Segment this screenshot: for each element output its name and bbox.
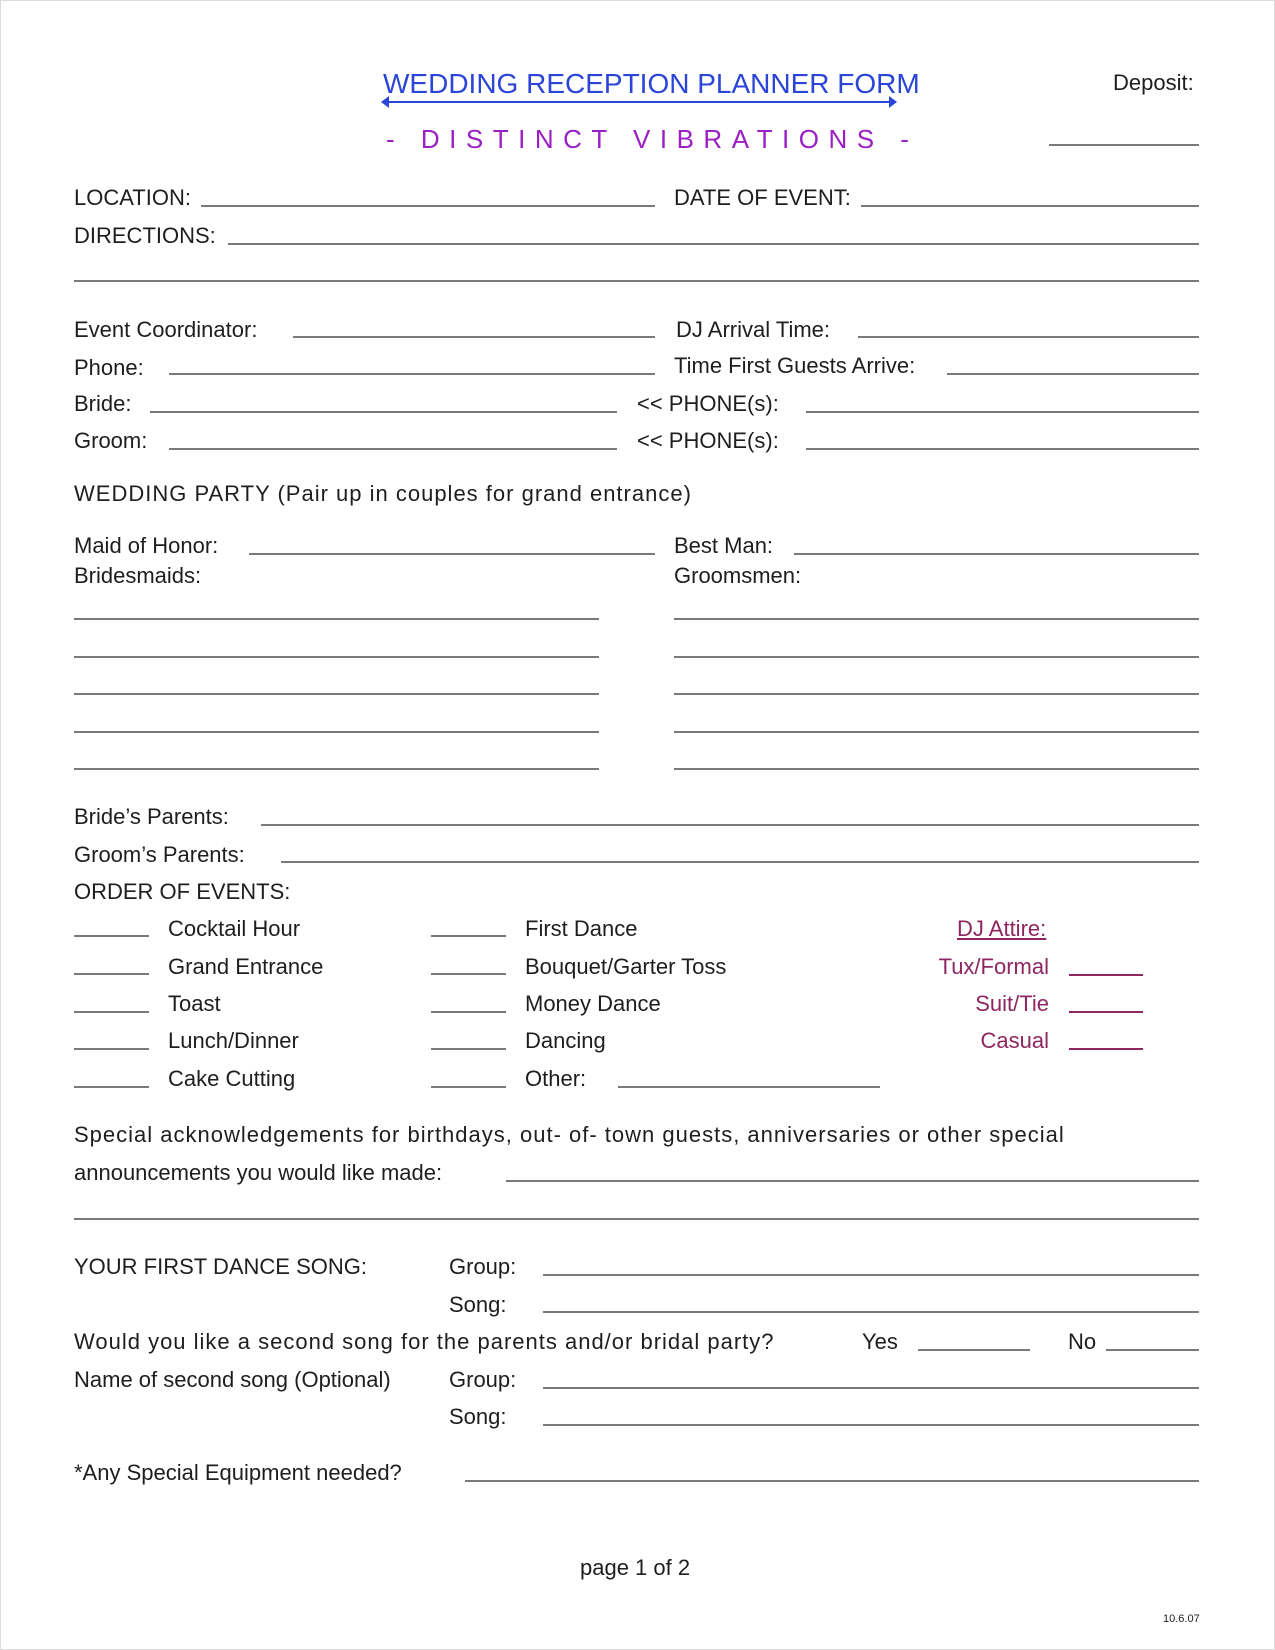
dj-attire-heading: DJ Attire:: [957, 916, 1047, 941]
form-title: WEDDING RECEPTION PLANNER FORM: [383, 68, 920, 99]
deposit-field[interactable]: [1049, 144, 1199, 146]
company-name: - DISTINCT VIBRATIONS -: [386, 124, 919, 154]
coordinator-label: Event Coordinator:: [74, 317, 258, 342]
event-lunch-dinner: Lunch/Dinner: [168, 1028, 299, 1053]
announcements-field-2[interactable]: [74, 1218, 1199, 1220]
event-grand-entrance: Grand Entrance: [168, 954, 324, 979]
attire-tux-formal-field[interactable]: [1069, 974, 1143, 976]
groom-label: Groom:: [74, 428, 148, 453]
form-version: 10.6.07: [1163, 1613, 1200, 1625]
attire-suit-tie-field[interactable]: [1069, 1011, 1143, 1013]
announcements-text-2: announcements you would like made:: [74, 1160, 443, 1185]
first-song-group-field[interactable]: [543, 1274, 1199, 1276]
second-song-name-label: Name of second song (Optional): [74, 1367, 391, 1392]
grooms-parents-label: Groom’s Parents:: [74, 842, 245, 867]
second-song-group-label: Group:: [449, 1367, 517, 1392]
event-order-dancing[interactable]: [431, 1048, 506, 1050]
event-order-cocktail-hour[interactable]: [74, 935, 149, 937]
page-number: page 1 of 2: [580, 1555, 691, 1580]
groomsman-field-1[interactable]: [674, 618, 1199, 620]
event-order-bouquet-garter[interactable]: [431, 973, 506, 975]
special-equipment-label: *Any Special Equipment needed?: [74, 1460, 402, 1485]
groom-phone-field[interactable]: [806, 448, 1199, 450]
bride-phone-field[interactable]: [806, 411, 1199, 413]
second-song-title-label: Song:: [449, 1404, 507, 1429]
groomsmen-label: Groomsmen:: [674, 563, 802, 588]
bridesmaid-field-5[interactable]: [74, 768, 599, 770]
event-order-cake-cutting[interactable]: [74, 1086, 149, 1088]
groomsman-field-5[interactable]: [674, 768, 1199, 770]
best-man-label: Best Man:: [674, 533, 774, 558]
first-dance-song-label: YOUR FIRST DANCE SONG:: [74, 1254, 367, 1279]
title-arrow-right-icon: [889, 96, 897, 108]
brides-parents-field[interactable]: [261, 824, 1199, 826]
location-label: LOCATION:: [74, 185, 191, 210]
second-song-group-field[interactable]: [543, 1387, 1199, 1389]
second-song-title-field[interactable]: [543, 1424, 1199, 1426]
event-other-field[interactable]: [618, 1086, 880, 1088]
first-guests-label: Time First Guests Arrive:: [674, 353, 916, 378]
attire-suit-tie: Suit/Tie: [975, 991, 1049, 1016]
event-order-first-dance[interactable]: [431, 935, 506, 937]
event-order-money-dance[interactable]: [431, 1011, 506, 1013]
phone-field[interactable]: [169, 373, 655, 375]
first-song-title-label: Song:: [449, 1292, 507, 1317]
event-order-grand-entrance[interactable]: [74, 973, 149, 975]
date-label: DATE OF EVENT:: [674, 185, 851, 210]
second-song-yes-label: Yes: [862, 1329, 898, 1354]
groomsman-field-3[interactable]: [674, 693, 1199, 695]
second-song-no-field[interactable]: [1106, 1349, 1199, 1351]
bridesmaids-label: Bridesmaids:: [74, 563, 202, 588]
grooms-parents-field[interactable]: [281, 861, 1199, 863]
bride-label: Bride:: [74, 391, 132, 416]
first-song-title-field[interactable]: [543, 1311, 1199, 1313]
location-field[interactable]: [201, 205, 655, 207]
attire-casual-field[interactable]: [1069, 1048, 1143, 1050]
groom-field[interactable]: [169, 448, 617, 450]
title-arrow-left-icon: [381, 96, 389, 108]
phone-label: Phone:: [74, 355, 144, 380]
event-order-other[interactable]: [431, 1086, 506, 1088]
date-field[interactable]: [861, 205, 1199, 207]
attire-tux-formal: Tux/Formal: [938, 954, 1049, 979]
maid-of-honor-label: Maid of Honor:: [74, 533, 219, 558]
event-money-dance: Money Dance: [525, 991, 661, 1016]
event-dancing: Dancing: [525, 1028, 606, 1053]
bridesmaid-field-3[interactable]: [74, 693, 599, 695]
bridesmaid-field-4[interactable]: [74, 731, 599, 733]
title-underline: [383, 101, 895, 103]
event-first-dance: First Dance: [525, 916, 638, 941]
event-cocktail-hour: Cocktail Hour: [168, 916, 301, 941]
event-toast: Toast: [168, 991, 221, 1016]
dj-arrival-field[interactable]: [858, 336, 1199, 338]
event-cake-cutting: Cake Cutting: [168, 1066, 296, 1091]
groomsman-field-4[interactable]: [674, 731, 1199, 733]
event-order-lunch-dinner[interactable]: [74, 1048, 149, 1050]
directions-field[interactable]: [228, 243, 1199, 245]
first-song-group-label: Group:: [449, 1254, 517, 1279]
first-guests-field[interactable]: [947, 373, 1199, 375]
second-song-question: Would you like a second song for the parents and/or bridal party?: [74, 1329, 775, 1354]
second-song-yes-field[interactable]: [918, 1349, 1030, 1351]
bridesmaid-field-2[interactable]: [74, 656, 599, 658]
directions-field-2[interactable]: [74, 280, 1199, 282]
groomsman-field-2[interactable]: [674, 656, 1199, 658]
announcements-text-1: Special acknowledgements for birthdays, out- of- town guests, anniversaries or other special: [74, 1122, 1065, 1147]
event-bouquet-garter: Bouquet/Garter Toss: [525, 954, 727, 979]
bride-phone-label: << PHONE(s):: [637, 391, 779, 416]
directions-label: DIRECTIONS:: [74, 223, 216, 248]
brides-parents-label: Bride’s Parents:: [74, 804, 229, 829]
groom-phone-label: << PHONE(s):: [637, 428, 779, 453]
coordinator-field[interactable]: [293, 336, 655, 338]
special-equipment-field[interactable]: [465, 1480, 1199, 1482]
attire-casual: Casual: [980, 1028, 1049, 1053]
order-of-events-heading: ORDER OF EVENTS:: [74, 879, 291, 904]
deposit-label: Deposit:: [1113, 70, 1194, 95]
best-man-field[interactable]: [794, 553, 1199, 555]
dj-arrival-label: DJ Arrival Time:: [676, 317, 831, 342]
wedding-party-heading: WEDDING PARTY (Pair up in couples for grand entrance): [74, 481, 692, 506]
second-song-no-label: No: [1068, 1329, 1097, 1354]
announcements-field[interactable]: [506, 1180, 1199, 1182]
bridesmaid-field-1[interactable]: [74, 618, 599, 620]
event-other: Other:: [525, 1066, 587, 1091]
event-order-toast[interactable]: [74, 1011, 149, 1013]
maid-of-honor-field[interactable]: [249, 553, 655, 555]
bride-field[interactable]: [150, 411, 617, 413]
